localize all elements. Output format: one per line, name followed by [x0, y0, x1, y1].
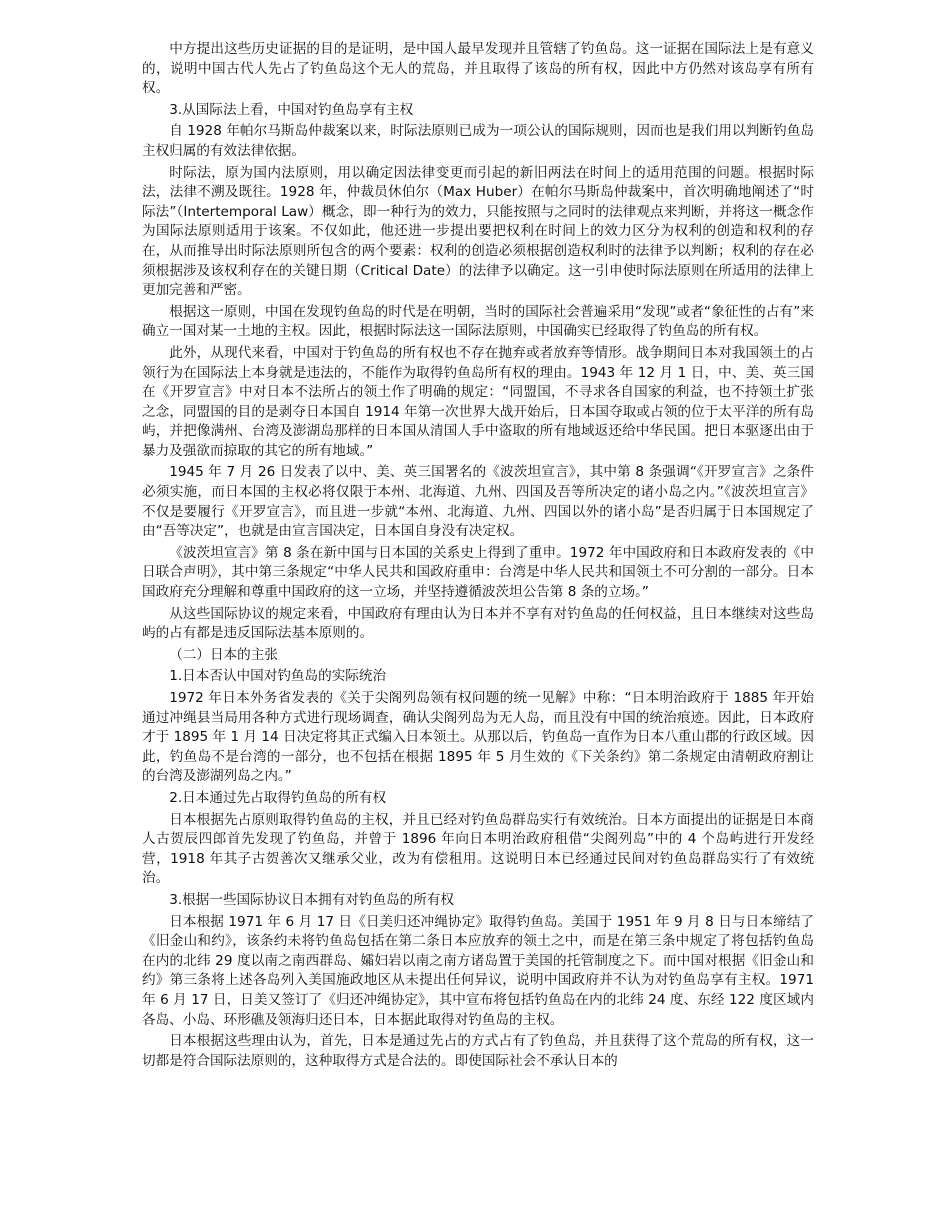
document-page	[142, 40, 814, 1071]
paragraph: 日本根据先占原则取得钓鱼岛的主权，并且已经对钓鱼岛群岛实行有效统治。日本方面提出的证据是日本商人古贺辰四郎首先发现了钓鱼岛，并曾于 1896 年向日本明治政府租借“尖阁列岛”中的 4 个岛屿进行开发经营，1918 年其子古贺善次又继承父业，改为有偿租用。这说明日本已经通过民间对钓鱼岛群岛实行了有效统治。	[142, 811, 814, 887]
paragraph: 从这些国际协议的规定来看，中国政府有理由认为日本并不享有对钓鱼岛的任何权益，且日本继续对这些岛屿的占有都是违反国际法基本原则的。	[142, 605, 814, 642]
paragraph: 自 1928 年帕尔马斯岛仲裁案以来，时际法原则已成为一项公认的国际规则，因而也是我们用以判断钓鱼岛主权归属的有效法律依据。	[142, 123, 814, 159]
paragraph: 此外，从现代来看，中国对于钓鱼岛的所有权也不存在抛弃或者放弃等情形。战争期间日本对我国领土的占领行为在国际法上本身就是违法的，不能作为取得钓鱼岛所有权的理由。1943 年 12 月 1 日，中、美、英三国在《开罗宣言》中对日本不法所占的领土作了明确的规定：“同盟国，不寻求各自国家的利益，也不持领土扩张之念，同盟国的目的是剥夺日本国自 1914 年第一次世界大战开始后，日本国夺取或占领的位于太平洋的所有岛屿，并把像满州、台湾及澎湖岛那样的日本国从清国人手中盗取的所有地域返还给中华民国。把日本驱逐出由于暴力及强欲而掠取的其它的所有地域。”	[142, 344, 814, 459]
paragraph: 1972 年日本外务省发表的《关于尖阁列岛领有权问题的统一见解》中称：“日本明治政府于 1885 年开始通过冲绳县当局用各种方式进行现场调查，确认尖阁列岛为无人岛，而且没有中国的统治痕迹。因此，日本政府才于 1895 年 1 月 14 日决定将其正式编入日本领土。从那以后，钓鱼岛一直作为日本八重山郡的行政区域。因此，钓鱼岛不是台湾的一部分，也不包括在根据 1895 年 5 月生效的《下关条约》第二条规定由清朝政府割让的台湾及澎湖列岛之内。”	[142, 690, 814, 785]
paragraph: 《波茨坦宣言》第 8 条在新中国与日本国的关系史上得到了重申。1972 年中国政府和日本政府发表的《中日联合声明》，其中第三条规定“中华人民共和国政府重申：台湾是中华人民共和国领土不可分割的一部分。日本国政府充分理解和尊重中国政府的这一立场，并坚持遵循波茨坦公告第 8 条的立场。”	[142, 544, 814, 601]
section-heading: 3.从国际法上看，中国对钓鱼岛享有主权	[169, 101, 414, 118]
paragraph: 中方提出这些历史证据的目的是证明，是中国人最早发现并且管辖了钓鱼岛。这一证据在国际法上是有意义的，说明中国古代人先占了钓鱼岛这个无人的荒岛，并且取得了该岛的所有权，因此中方仍然对该岛享有所有权。	[142, 41, 814, 97]
section-heading: （二）日本的主张	[169, 646, 278, 663]
subsection-heading: 3.根据一些国际协议日本拥有对钓鱼岛的所有权	[169, 891, 455, 908]
paragraph: 1945 年 7 月 26 日发表了以中、美、英三国署名的《波茨坦宣言》，其中第 8 条强调“《开罗宣言》之条件必须实施，而日本国的主权必将仅限于本州、北海道、九州、四国及吾等所决定的诸小岛之内。”《波茨坦宣言》不仅是要履行《开罗宣言》，而且进一步就“本州、北海道、九州、四国以外的诸小岛”是否归属于日本国规定了由“吾等决定”，也就是由宣言国决定，日本国自身没有决定权。	[142, 464, 814, 540]
paragraph: 日本根据这些理由认为，首先，日本是通过先占的方式占有了钓鱼岛，并且获得了这个荒岛的所有权，这一切都是符合国际法原则的，这种取得方式是合法的。即使国际社会不承认日本的	[142, 1033, 814, 1069]
paragraph: 时际法，原为国内法原则，用以确定因法律变更而引起的新旧两法在时间上的适用范围的问题。根据时际法，法律不溯及既往。1928 年，仲裁员休伯尔（Max Huber）在帕尔马斯岛仲裁案中，首次明确地阐述了“时际法”（Intertemporal Law）概念，即一种行为的效力，只能按照与之同时的法律观点来判断，并将这一概念作为国际法原则适用于该案。不仅如此，他还进一步提出要把权利在时间上的效力区分为权利的创造和权利的存在，从而推导出时际法原则所包含的两个要素：权利的创造必须根据创造权利时的法律予以判断；权利的存在必须根据涉及该权利存在的关键日期（Critical Date）的法律予以确定。这一引申使时际法原则在所适用的法律上更加完善和严密。	[142, 164, 814, 299]
subsection-heading: 1.日本否认中国对钓鱼岛的实际统治	[169, 668, 387, 685]
paragraph: 根据这一原则，中国在发现钓鱼岛的时代是在明朝，当时的国际社会普遍采用“发现”或者“象征性的占有”来确立一国对某一土地的主权。因此，根据时际法这一国际法原则，中国确实已经取得了钓鱼岛的所有权。	[142, 303, 814, 340]
subsection-heading: 2.日本通过先占取得钓鱼岛的所有权	[169, 789, 387, 806]
paragraph: 日本根据 1971 年 6 月 17 日《日美归还冲绳协定》取得钓鱼岛。美国于 1951 年 9 月 8 日与日本缔结了《旧金山和约》，该条约未将钓鱼岛包括在第二条日本应放弃的领土之中，而是在第三条中规定了将包括钓鱼岛在内的北纬 29 度以南之南西群岛、孀妇岩以南之南方诸岛置于美国的托管制度之下。而中国对根据《旧金山和约》第三条将上述各岛列入美国施政地区从未提出任何异议，说明中国政府并不认为对钓鱼岛享有主权。1971 年 6 月 17 日，日美又签订了《归还冲绳协定》，其中宣布将包括钓鱼岛在内的北纬 24 度、东经 122 度区域内各岛、小岛、环形礁及领海归还日本，日本据此取得对钓鱼岛的主权。	[142, 913, 814, 1028]
